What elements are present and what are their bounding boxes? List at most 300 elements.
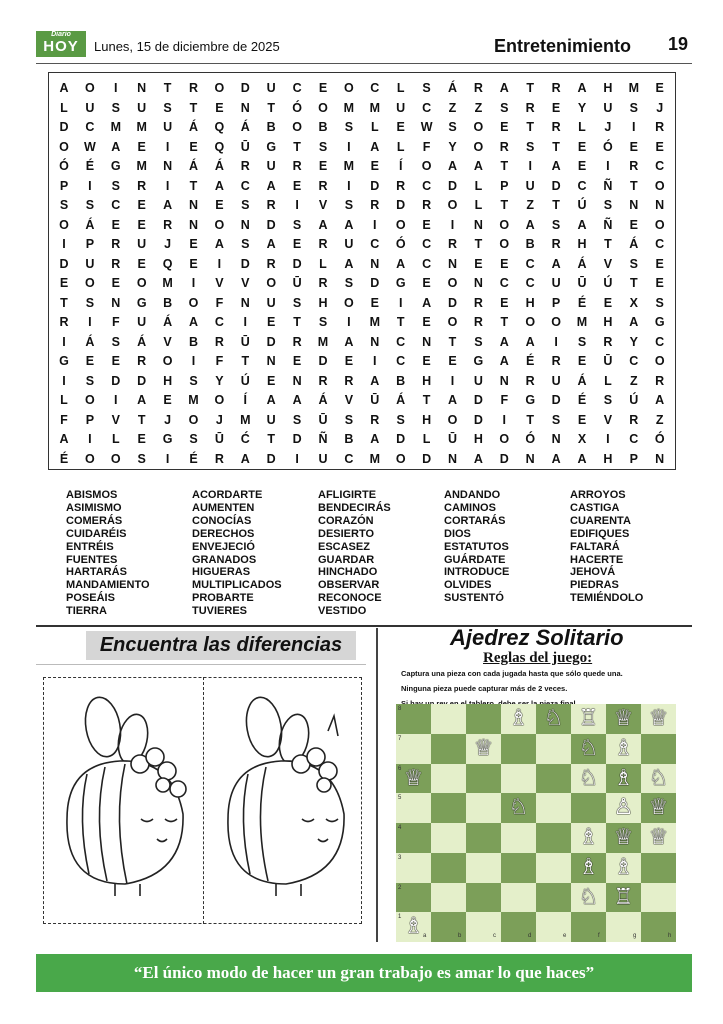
grid-letter: I [373, 217, 377, 232]
grid-letter: N [473, 217, 483, 232]
quote-banner: “El único modo de hacer un gran trabajo es amar lo que haces” [36, 954, 692, 992]
grid-letter: N [422, 334, 432, 349]
grid-letter: E [500, 295, 509, 310]
grid-letter: R [240, 159, 250, 173]
board-square [501, 853, 536, 883]
grid-letter: R [214, 334, 224, 349]
grid-letter: I [114, 393, 118, 407]
grid-letter: U [603, 100, 613, 115]
grid-letter: H [603, 81, 613, 95]
grid-letter: R [551, 354, 561, 368]
grid-letter: S [396, 412, 405, 427]
board-square [501, 734, 536, 764]
grid-letter: Á [85, 217, 95, 232]
grid-letter: D [551, 178, 561, 193]
board-square [536, 793, 571, 823]
grid-letter: I [450, 373, 455, 388]
grid-letter: Ú [240, 373, 250, 388]
grid-letter: I [165, 451, 170, 466]
grid-letter: Y [448, 139, 457, 154]
grid-letter: R [396, 178, 406, 193]
chess-rule: Ninguna pieza puede capturar más de 2 veces. [401, 684, 568, 693]
grid-letter: F [215, 295, 224, 310]
grid-letter: Á [240, 120, 250, 134]
grid-letter: P [59, 178, 69, 193]
grid-letter: O [85, 81, 95, 95]
grid-letter: É [577, 295, 587, 310]
grid-letter: O [499, 432, 510, 446]
grid-letter: C [370, 237, 380, 251]
grid-letter: N [551, 432, 561, 446]
rank-label: 5 [398, 795, 402, 802]
grid-letter: U [525, 178, 535, 193]
grid-letter: E [577, 412, 587, 427]
grid-letter: N [370, 334, 380, 349]
grid-letter: R [266, 256, 276, 271]
word-list-column [66, 489, 150, 618]
grid-letter: S [292, 412, 302, 427]
grid-letter: I [88, 178, 92, 193]
grid-letter: N [447, 451, 458, 466]
grid-letter: R [551, 237, 561, 251]
chess-piece: ♖ [578, 706, 599, 731]
grid-row [49, 137, 675, 157]
word-list-item: FALTARÁ [570, 540, 620, 553]
grid-letter: N [655, 451, 665, 466]
grid-letter: I [347, 178, 351, 193]
grid-letter: I [632, 120, 636, 134]
grid-letter: A [370, 139, 380, 154]
grid-row [49, 176, 675, 196]
grid-letter: E [318, 81, 328, 95]
grid-letter: A [370, 373, 380, 388]
grid-letter: U [551, 373, 561, 388]
grid-letter: Ó [525, 432, 536, 446]
grid-letter: S [655, 295, 664, 310]
grid-letter: O [292, 120, 302, 134]
grid-row [49, 390, 675, 410]
differences-title: Encuentra las diferencias [86, 631, 356, 660]
grid-letter: O [59, 217, 69, 232]
grid-letter: I [373, 354, 377, 368]
word-list-item: PIEDRAS [570, 579, 619, 592]
grid-letter: H [603, 315, 613, 329]
grid-letter: T [526, 120, 534, 134]
grid-letter: T [293, 315, 301, 329]
file-label: a [423, 933, 427, 939]
grid-letter: E [474, 256, 483, 271]
grid-letter: T [500, 198, 509, 212]
word-list-item: ANDANDO [444, 489, 501, 501]
grid-letter: T [552, 198, 560, 212]
grid-letter: T [241, 354, 250, 368]
grid-letter: Á [214, 159, 224, 173]
grid-letter: A [629, 315, 639, 329]
grid-letter: C [577, 178, 587, 193]
grid-letter: Z [526, 198, 534, 212]
grid-letter: T [60, 295, 68, 310]
grid-letter: S [189, 373, 198, 388]
grid-letter: A [111, 139, 121, 154]
grid-letter: L [474, 178, 483, 193]
grid-letter: Q [214, 139, 225, 154]
board-square [536, 734, 571, 764]
grid-letter: Ū [292, 276, 302, 290]
grid-letter: V [111, 412, 120, 427]
grid-row [49, 156, 675, 176]
grid-letter: A [473, 451, 483, 466]
grid-letter: I [62, 373, 66, 388]
grid-letter: A [188, 315, 199, 329]
grid-letter: I [165, 178, 170, 193]
grid-letter: E [137, 256, 146, 271]
grid-letter: R [344, 373, 354, 388]
grid-letter: R [266, 198, 276, 212]
grid-letter: E [189, 139, 198, 154]
grid-letter: N [137, 81, 147, 95]
grid-letter: Ū [318, 412, 328, 427]
grid-letter: R [473, 81, 483, 95]
grid-letter: T [137, 412, 146, 427]
grid-letter: S [344, 412, 354, 427]
grid-letter: E [137, 217, 146, 232]
grid-letter: E [655, 81, 664, 95]
grid-letter: E [292, 237, 302, 251]
grid-row [49, 195, 675, 215]
grid-letter: A [59, 432, 69, 446]
grid-letter: S [292, 295, 302, 310]
grid-letter: S [85, 198, 95, 212]
grid-letter: E [422, 354, 431, 368]
grid-letter: S [344, 198, 354, 212]
grid-letter: O [344, 81, 354, 95]
logo-big-text: HOY [43, 38, 79, 55]
word-list-item: ENVEJECIÓ [192, 540, 255, 553]
grid-letter: B [396, 373, 406, 388]
grid-letter: E [215, 100, 224, 115]
grid-letter: I [114, 81, 118, 95]
grid-letter: S [603, 198, 613, 212]
grid-letter: E [189, 237, 198, 251]
grid-letter: E [655, 256, 664, 271]
grid-letter: A [214, 237, 224, 251]
grid-letter: N [473, 276, 483, 290]
word-list-item: INTRODUCE [444, 566, 510, 579]
chess-piece: ♗ [403, 914, 424, 940]
board-square [536, 823, 571, 853]
grid-letter: Ó [654, 432, 665, 446]
word-list-item: GRANADOS [192, 553, 257, 566]
file-label: f [598, 933, 600, 939]
grid-letter: O [59, 139, 69, 154]
grid-letter: E [85, 354, 95, 368]
header-divider [36, 63, 692, 64]
grid-letter: Á [396, 393, 406, 407]
board-square [536, 883, 571, 913]
grid-row [49, 234, 675, 254]
grid-letter: A [396, 256, 406, 271]
grid-letter: P [85, 237, 95, 251]
grid-letter: R [111, 237, 121, 251]
board-square [431, 883, 466, 913]
grid-letter: L [370, 120, 379, 134]
grid-letter: L [474, 198, 483, 212]
grid-letter: R [214, 451, 224, 466]
grid-letter: E [448, 354, 457, 368]
grid-letter: I [217, 256, 222, 271]
word-list-item: HACERTE [570, 553, 624, 566]
grid-letter: G [525, 393, 536, 407]
word-list-item: DESIERTO [318, 527, 375, 540]
grid-letter: L [111, 432, 120, 446]
rank-label: 1 [398, 914, 402, 921]
grid-letter: W [83, 139, 96, 154]
grid-letter: T [526, 412, 534, 427]
grid-letter: L [396, 139, 405, 154]
grid-letter: I [62, 237, 66, 251]
grid-letter: U [137, 237, 147, 251]
grid-letter: E [111, 276, 120, 290]
grid-letter: R [137, 178, 147, 193]
grid-row [49, 117, 675, 137]
grid-letter: S [474, 334, 483, 349]
grid-letter: E [655, 139, 664, 154]
grid-letter: V [215, 276, 224, 290]
grid-letter: É [59, 451, 69, 466]
board-square [431, 764, 466, 794]
grid-letter: M [343, 159, 355, 173]
grid-letter: U [266, 81, 276, 95]
grid-letter: E [318, 159, 328, 173]
grid-letter: Ū [240, 139, 250, 154]
word-list-column [570, 489, 643, 605]
grid-letter: T [629, 276, 638, 290]
board-square [536, 764, 571, 794]
word-list-item: HIGUERAS [192, 566, 251, 579]
grid-letter: U [473, 373, 483, 388]
grid-letter: E [577, 139, 587, 154]
word-list-item: GUARDAR [318, 553, 375, 566]
grid-letter: A [577, 451, 587, 466]
grid-letter: D [240, 81, 250, 95]
grid-letter: S [189, 432, 198, 446]
grid-row [49, 429, 675, 449]
grid-letter: O [188, 295, 199, 310]
grid-letter: C [655, 159, 665, 173]
word-list-item: ENTRÉIS [66, 540, 114, 553]
word-list-item: TEMIÉNDOLO [570, 592, 644, 605]
grid-letter: L [422, 432, 431, 446]
grid-letter: D [447, 178, 458, 193]
board-square [501, 823, 536, 853]
grid-letter: T [267, 100, 275, 115]
grid-letter: C [370, 81, 380, 95]
grid-letter: U [137, 100, 147, 115]
chess-piece: ♕ [648, 825, 669, 850]
grid-letter: U [85, 256, 95, 271]
differences-divider [203, 677, 204, 924]
grid-letter: E [59, 276, 69, 290]
grid-letter: Ó [395, 237, 406, 251]
grid-letter: N [188, 217, 199, 232]
grid-row [49, 78, 675, 98]
grid-letter: Q [214, 120, 225, 134]
grid-letter: O [499, 217, 510, 232]
rank-label: 4 [398, 825, 402, 831]
grid-letter: S [111, 100, 120, 115]
grid-letter: C [292, 81, 302, 95]
grid-letter: T [396, 315, 405, 329]
grid-letter: Z [655, 412, 664, 427]
grid-letter: S [85, 295, 95, 310]
grid-letter: Y [215, 373, 224, 388]
word-list-item: CORAZÓN [318, 514, 374, 527]
grid-letter: B [525, 237, 535, 251]
grid-letter: R [447, 237, 458, 251]
grid-letter: R [629, 159, 639, 173]
grid-letter: N [447, 256, 458, 271]
grid-letter: E [111, 354, 120, 368]
grid-letter: L [578, 120, 586, 134]
grid-letter: R [292, 334, 302, 349]
grid-letter: O [551, 315, 561, 329]
grid-letter: F [422, 139, 431, 154]
word-list-item: HARTARÁS [66, 566, 127, 579]
grid-letter: Ū [577, 276, 587, 290]
grid-letter: E [655, 276, 664, 290]
grid-letter: D [292, 432, 302, 446]
board-square [431, 734, 466, 764]
grid-letter: M [240, 412, 251, 427]
grid-letter: D [59, 120, 69, 134]
grid-letter: S [137, 451, 146, 466]
grid-letter: R [318, 237, 328, 251]
grid-letter: S [111, 334, 120, 349]
file-label: c [493, 933, 496, 939]
grid-letter: C [240, 178, 250, 193]
chess-piece: ♗ [508, 706, 529, 731]
grid-letter: S [85, 373, 95, 388]
grid-letter: D [551, 393, 561, 407]
grid-letter: V [318, 198, 328, 212]
grid-letter: L [319, 256, 327, 271]
grid-letter: G [473, 354, 484, 368]
grid-letter: Á [188, 159, 199, 173]
grid-letter: D [370, 276, 380, 290]
grid-letter: E [267, 373, 276, 388]
grid-row [49, 410, 675, 430]
grid-letter: C [525, 256, 535, 271]
grid-letter: Á [163, 315, 173, 329]
grid-letter: S [551, 412, 561, 427]
grid-letter: R [188, 81, 199, 95]
grid-letter: L [604, 373, 612, 388]
grid-letter: T [604, 237, 612, 251]
grid-letter: U [137, 315, 147, 329]
file-label: h [668, 933, 672, 939]
grid-letter: R [629, 412, 639, 427]
grid-letter: N [111, 295, 121, 310]
grid-letter: Á [577, 256, 587, 271]
grid-letter: S [318, 315, 328, 329]
chess-piece: ♗ [613, 765, 634, 791]
logo-small-text: Diario [51, 31, 71, 38]
grid-letter: Á [577, 373, 587, 388]
newspaper-logo [36, 31, 86, 57]
grid-letter: S [344, 276, 354, 290]
grid-letter: V [603, 412, 613, 427]
grid-letter: Q [162, 256, 173, 271]
grid-letter: E [370, 159, 379, 173]
grid-letter: N [266, 354, 276, 368]
grid-letter: O [654, 217, 665, 232]
grid-letter: R [137, 354, 147, 368]
grid-letter: C [655, 237, 665, 251]
grid-letter: I [554, 334, 558, 349]
grid-letter: N [163, 159, 173, 173]
grid-letter: C [422, 237, 432, 251]
grid-letter: D [137, 373, 147, 388]
chess-piece: ♕ [613, 825, 634, 850]
grid-letter: S [344, 120, 354, 134]
word-list-item: PROBARTE [192, 592, 254, 605]
grid-letter: S [629, 100, 638, 115]
grid-letter: Á [137, 334, 147, 349]
grid-letter: M [369, 451, 380, 466]
grid-letter: O [473, 139, 484, 154]
grid-letter: R [370, 198, 380, 212]
rank-label: 8 [398, 706, 402, 712]
grid-letter: R [318, 276, 328, 290]
grid-letter: E [267, 315, 276, 329]
grid-letter: T [474, 237, 483, 251]
grid-letter: A [525, 217, 535, 232]
word-list-item: POSEÁIS [66, 592, 115, 605]
word-list-item: MULTIPLICADOS [192, 579, 282, 592]
grid-letter: C [525, 276, 535, 290]
grid-letter: T [526, 81, 534, 95]
grid-letter: M [343, 100, 355, 115]
grid-row [49, 371, 675, 391]
grid-letter: J [215, 412, 223, 427]
grid-letter: H [422, 412, 432, 427]
grid-letter: T [448, 334, 457, 349]
grid-letter: X [629, 295, 638, 310]
grid-letter: E [603, 295, 613, 310]
grid-letter: A [577, 217, 587, 232]
grid-letter: É [526, 354, 535, 368]
chess-board [396, 704, 676, 942]
grid-letter: R [473, 295, 483, 310]
word-list-item: COMERÁS [66, 514, 123, 527]
word-list-item: OLVIDES [444, 579, 492, 592]
grid-row [49, 351, 675, 371]
column-divider [376, 628, 378, 942]
grid-letter: D [318, 354, 328, 368]
word-list-item: SUSTENTÓ [444, 592, 504, 605]
grid-letter: C [85, 120, 95, 134]
word-list-item: ESTATUTOS [444, 540, 509, 553]
grid-letter: D [422, 451, 432, 466]
grid-letter: A [499, 354, 509, 368]
grid-letter: N [525, 451, 535, 466]
grid-letter: I [295, 451, 299, 466]
grid-letter: N [370, 256, 380, 271]
chess-piece: ♗ [578, 825, 599, 850]
board-square [466, 823, 501, 853]
chess-piece: ♕ [403, 765, 424, 791]
grid-letter: O [318, 100, 328, 115]
